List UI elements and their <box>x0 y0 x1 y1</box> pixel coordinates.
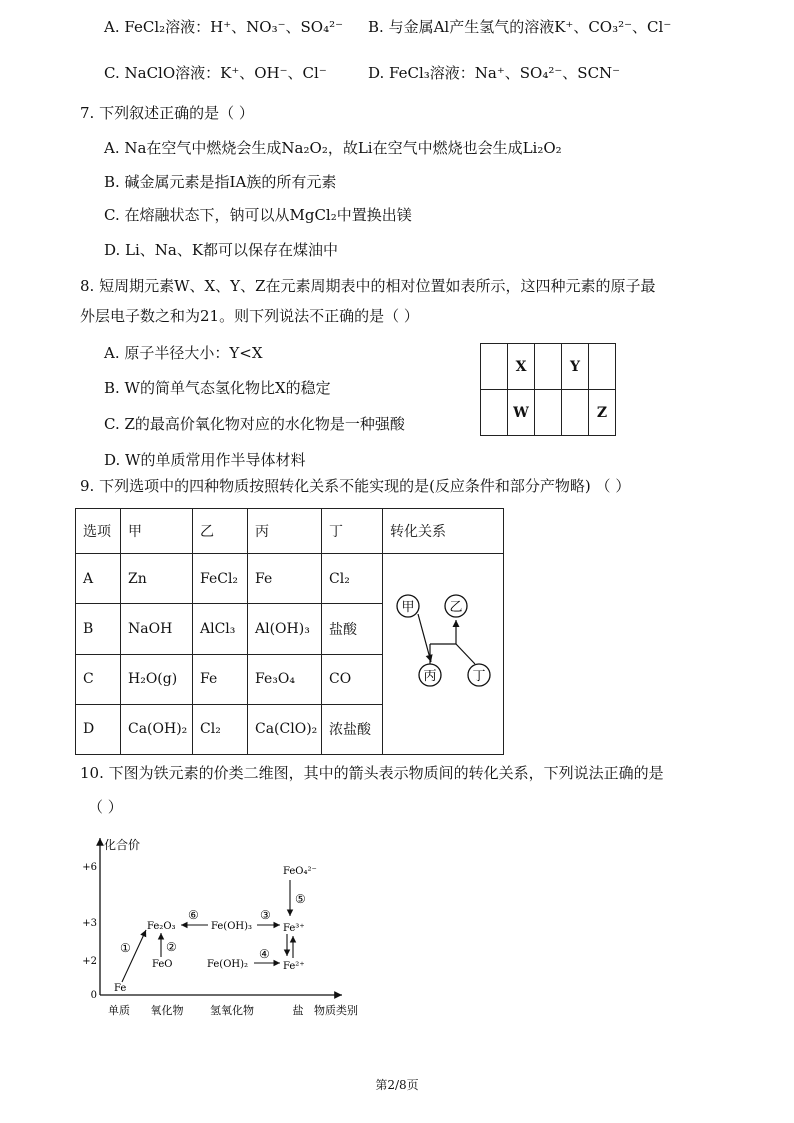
q6-option-b-text: 与金属Al产生氢气的溶液K⁺、CO₃²⁻、Cl⁻ <box>388 18 672 36</box>
table-row <box>481 344 616 390</box>
table-cell: Cl₂ <box>193 704 248 754</box>
header-cell: 转化关系 <box>383 509 504 554</box>
q7-option-a: A. Na在空气中燃烧会生成Na₂O₂，故Li在空气中燃烧也会生成Li₂O₂ <box>104 139 562 157</box>
q7-option-d: D. Li、Na、K都可以保存在煤油中 <box>104 241 339 259</box>
y-tick: +2 <box>82 956 97 967</box>
table-cell <box>481 390 508 436</box>
q6-option-c-text: NaClO溶液：K⁺、OH⁻、Cl⁻ <box>124 64 327 82</box>
table-cell: Fe <box>193 654 248 704</box>
arrow-jia-to-bing <box>418 614 431 662</box>
iron-valence-diagram <box>70 828 390 1023</box>
species-feo: FeO <box>152 959 173 970</box>
arrow-6-label: ⑥ <box>188 908 199 922</box>
header-cell: 丁 <box>322 509 383 554</box>
arrow-1 <box>122 930 146 982</box>
y-tick: +6 <box>82 862 97 873</box>
x-category: 盐 <box>292 1004 304 1017</box>
species-feoh2: Fe(OH)₂ <box>207 959 249 970</box>
table-cell <box>535 390 562 436</box>
q6-option-d-label: D. <box>368 64 385 82</box>
q10-stem: 10. 下图为铁元素的价类二维图，其中的箭头表示物质间的转化关系，下列说法正确的是 <box>80 764 664 782</box>
q6-option-c-label: C. <box>104 64 120 82</box>
table-row <box>481 390 616 436</box>
arrow-4-label: ④ <box>259 947 270 961</box>
table-cell <box>535 344 562 390</box>
q10-answer-paren: （ ） <box>88 798 123 816</box>
table-cell: 浓盐酸 <box>322 704 383 754</box>
table-cell <box>562 390 589 436</box>
table-cell: X <box>508 344 535 390</box>
header-cell: 选项 <box>76 509 121 554</box>
table-cell: Z <box>589 390 616 436</box>
table-row <box>76 554 504 604</box>
q6-option-a <box>104 17 343 37</box>
table-cell: H₂O(g) <box>121 654 193 704</box>
table-cell <box>481 344 508 390</box>
jia-label: 甲 <box>401 600 415 615</box>
q8-option-b: B. W的简单气态氢化物比X的稳定 <box>104 379 331 397</box>
yi-label: 乙 <box>449 600 463 615</box>
periodic-position-table <box>480 343 616 436</box>
table-cell: 盐酸 <box>322 604 383 654</box>
species-fe3plus: Fe³⁺ <box>283 923 305 934</box>
table-cell: C <box>76 654 121 704</box>
q8-option-c: C. Z的最高价氧化物对应的水化物是一种强酸 <box>104 415 405 433</box>
table-cell: NaOH <box>121 604 193 654</box>
arrow-3-label: ③ <box>260 908 271 922</box>
q9-table <box>75 508 504 755</box>
table-header-row <box>76 509 504 554</box>
table-cell: B <box>76 604 121 654</box>
table-cell: CO <box>322 654 383 704</box>
x-category: 氢氧化物 <box>210 1004 254 1017</box>
table-cell: Ca(OH)₂ <box>121 704 193 754</box>
table-cell: Zn <box>121 554 193 604</box>
x-axis-label: 物质类别 <box>314 1004 358 1017</box>
arrow-2-label: ② <box>166 940 177 954</box>
table-cell: A <box>76 554 121 604</box>
bing-label: 丙 <box>423 669 437 684</box>
header-cell: 丙 <box>248 509 322 554</box>
conversion-diagram <box>383 554 503 750</box>
q6-option-b <box>368 17 671 37</box>
line-ding <box>456 644 475 664</box>
q8-option-d: D. W的单质常用作半导体材料 <box>104 451 306 469</box>
y-tick: 0 <box>90 990 97 1001</box>
x-category: 单质 <box>108 1004 130 1017</box>
q7-option-c: C. 在熔融状态下，钠可以从MgCl₂中置换出镁 <box>104 206 412 224</box>
q6-option-a-text: FeCl₂溶液：H⁺、NO₃⁻、SO₄²⁻ <box>124 18 344 36</box>
table-cell: W <box>508 390 535 436</box>
q6-option-c <box>104 63 327 83</box>
species-feoh3: Fe(OH)₃ <box>211 921 253 932</box>
table-cell: AlCl₃ <box>193 604 248 654</box>
species-fe: Fe <box>114 983 127 994</box>
q8-option-a: A. 原子半径大小：Y<X <box>104 344 263 362</box>
y-tick: +3 <box>82 918 97 929</box>
arrow-5-label: ⑤ <box>295 892 306 906</box>
page-number: 第2/8页 <box>375 1078 419 1092</box>
header-cell: 甲 <box>121 509 193 554</box>
q8-stem-line2: 外层电子数之和为21。则下列说法不正确的是（ ） <box>80 307 419 325</box>
table-cell: Cl₂ <box>322 554 383 604</box>
species-fe2o3: Fe₂O₃ <box>147 921 176 932</box>
q6-option-b-label: B. <box>368 18 384 36</box>
conversion-diagram-cell <box>383 554 504 755</box>
q6-option-d <box>368 63 620 83</box>
table-cell: Fe <box>248 554 322 604</box>
q9-stem: 9. 下列选项中的四种物质按照转化关系不能实现的是(反应条件和部分产物略) （ ） <box>80 477 631 495</box>
species-fe2plus: Fe²⁺ <box>283 961 305 972</box>
table-cell: FeCl₂ <box>193 554 248 604</box>
q6-option-a-label: A. <box>104 18 120 36</box>
table-cell: Fe₃O₄ <box>248 654 322 704</box>
table-cell: Y <box>562 344 589 390</box>
y-axis-label: 化合价 <box>104 838 141 852</box>
x-category: 氧化物 <box>150 1004 184 1017</box>
arrow-1-label: ① <box>120 941 131 955</box>
table-cell: Ca(ClO)₂ <box>248 704 322 754</box>
q6-option-d-text: FeCl₃溶液：Na⁺、SO₄²⁻、SCN⁻ <box>389 64 621 82</box>
q7-stem: 7. 下列叙述正确的是（ ） <box>80 104 254 122</box>
q8-stem-line1: 8. 短周期元素W、X、Y、Z在元素周期表中的相对位置如表所示，这四种元素的原子最 <box>80 277 656 295</box>
table-cell: D <box>76 704 121 754</box>
ding-label: 丁 <box>472 669 486 684</box>
q7-option-b: B. 碱金属元素是指IA族的所有元素 <box>104 173 337 191</box>
header-cell: 乙 <box>193 509 248 554</box>
table-cell <box>589 344 616 390</box>
table-cell: Al(OH)₃ <box>248 604 322 654</box>
species-feo4: FeO₄²⁻ <box>283 866 317 877</box>
